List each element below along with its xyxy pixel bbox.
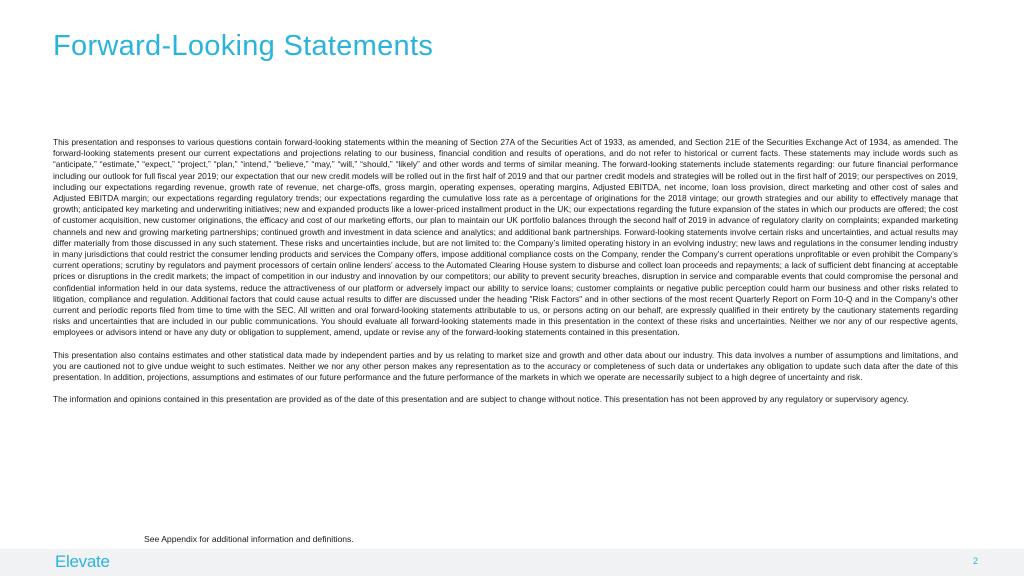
page-title: Forward-Looking Statements [53, 30, 434, 62]
paragraph-forward-looking: This presentation and responses to various questions contain forward-looking statements within the meaning of Section 27A of the Securities Act of 1933, as amended, and Section 21E of the Securities Exchange Act of 1934, as amended. The forward-looking statements present our current expectations and projections relating to our business, financial condition and results of operations, and do not refer to historical or current facts. These statements may include words such as “anticipate,” “estimate,” “expect,” “project,” “plan,” “intend,” “believe,” “may,” “will,” “should,” “likely” and other words and terms of similar meaning. The forward-looking statements include statements regarding: our future financial performance including our outlook for full fiscal year 2019; our expectation that our new credit models will be rolled out in the first half of 2019 and that our partner credit models and strategies will be rolled out in the first half of 2019; our perspectives on 2019, including our expectations regarding revenue, growth rate of revenue, net charge-offs, gross margin, operating expenses, operating margins, Adjusted EBITDA, net income, loan loss provision, direct marketing and other cost of sales and Adjusted EBITDA margin; our expectations regarding regulatory trends; our expectations regarding the cumulative loss rate as a percentage of originations for the 2018 vintage; our growth strategies and our ability to effectively manage that growth; anticipated key marketing and underwriting initiatives; new and expanded products like a lower-priced installment product in the UK; our expectations regarding the future expansion of the states in which our products are offered; the cost of customer acquisition, new customer originations, the efficacy and cost of our marketing efforts, our plan to maintain our UK portfolio balances through the second half of 2019 in advance of regulatory clarity on complaints; expanded marketing channels and new and growing marketing partnerships; continued growth and investment in data science and analytics; and additional bank partnerships. Forward-looking statements involve certain risks and uncertainties, and actual results may differ materially from those discussed in any such statement. These risks and uncertainties include, but are not limited to: the Company’s limited operating history in an evolving industry; new laws and regulations in the consumer lending industry in many jurisdictions that could restrict the consumer lending products and services the Company offers, impose additional compliance costs on the Company, render the Company’s current operations unprofitable or even prohibit the Company’s current operations; scrutiny by regulators and payment processors of certain online lenders’ access to the Automated Clearing House system to disburse and collect loan proceeds and repayments; a lack of sufficient debt financing at acceptable prices or disruptions in the credit markets; the impact of competition in our industry and innovation by our competitors; our ability to prevent security breaches, disruption in service and comparable events that could compromise the personal and confidential information held in our data systems, reduce the attractiveness of our platform or adversely impact our ability to service loans; customer complaints or negative public perception could harm our business and other risks related to litigation, compliance and regulation. Additional factors that could cause actual results to differ are discussed under the heading "Risk Factors" and in other sections of the most recent Quarterly Report on Form 10-Q and in the Company's other current and periodic reports filed from time to time with the SEC. All written and oral forward-looking statements attributable to us, or persons acting on our behalf, are expressly qualified in their entirety by the cautionary statements regarding risks and uncertainties that are included in our public communications. You should evaluate all forward-looking statements made in this presentation in the context of these risks and uncertainties. Neither we nor any of our respective agents, employees or advisors intend or have any duty or obligation to supplement, amend, update or revise any of the forward-looking statements contained in this presentation. [53, 137, 958, 338]
paragraph-information: The information and opinions contained in this presentation are provided as of the date of this presentation and are subject to change without notice. This presentation has not been approved by any regulatory or supervisory agency. [53, 394, 909, 405]
footer-bar [0, 549, 1024, 576]
page-number: 2 [972, 556, 978, 566]
appendix-footnote: See Appendix for additional information and definitions. [144, 534, 354, 544]
paragraph-estimates: This presentation also contains estimates and other statistical data made by independent parties and by us relating to market size and growth and other data about our industry. This data involves a number of assumptions and limitations, and you are cautioned not to give undue weight to such estimates. Neither we nor any other person makes any representation as to the accuracy or completeness of such data or undertakes any obligation to update such data after the date of this presentation. In addition, projections, assumptions and estimates of our future performance and the future performance of the markets in which we operate are necessarily subject to a high degree of uncertainty and risk. [53, 349, 958, 383]
elevate-logo: Elevate [55, 552, 110, 571]
disclaimer-body [53, 137, 958, 416]
